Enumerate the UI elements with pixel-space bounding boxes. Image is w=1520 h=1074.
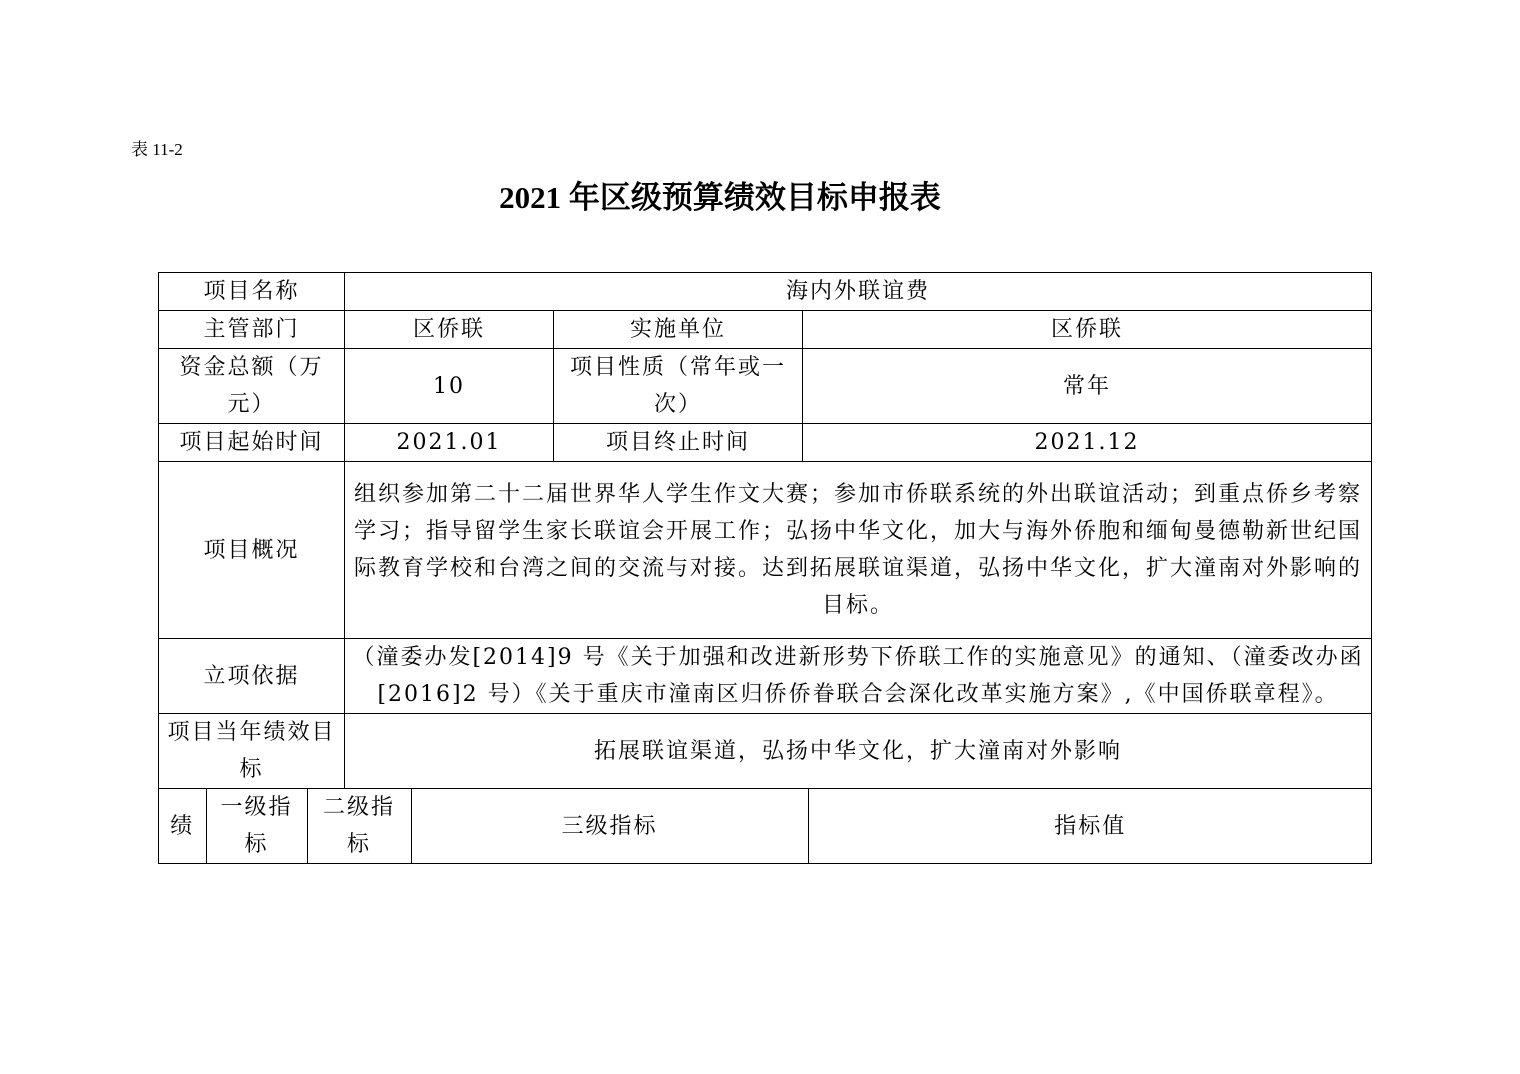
budget-performance-table	[158, 272, 1372, 864]
table-row	[159, 349, 1372, 424]
table-row	[159, 424, 1372, 462]
nature-value: 常年	[803, 349, 1372, 424]
dept-value: 区侨联	[345, 311, 554, 349]
table-row	[159, 714, 1372, 789]
table-row	[159, 311, 1372, 349]
impl-label: 实施单位	[554, 311, 803, 349]
nature-label: 项目性质（常年或一次）	[554, 349, 803, 424]
basis-label: 立项依据	[159, 639, 345, 714]
end-label: 项目终止时间	[554, 424, 803, 462]
indicators-header-table	[159, 789, 1372, 863]
basis-value: （潼委办发[2014]9 号《关于加强和改进新形势下侨联工作的实施意见》的通知、（潼委改办函[2016]2 号）《关于重庆市潼南区归侨侨眷联合会深化改革实施方案》,《中国侨联章程》。	[345, 639, 1372, 714]
indicator-col-value: 指标值	[1054, 813, 1127, 839]
dept-label: 主管部门	[159, 311, 345, 349]
project-name-label: 项目名称	[159, 273, 345, 311]
indicator-col-level3: 三级指标	[411, 789, 808, 863]
overview-label: 项目概况	[159, 462, 345, 639]
project-name-value: 海内外联谊费	[345, 273, 1372, 311]
start-value: 2021.01	[345, 424, 554, 462]
goal-label: 项目当年绩效目标	[159, 714, 345, 789]
table-number: 表 11-2	[131, 140, 183, 159]
goal-value: 拓展联谊渠道，弘扬中华文化，扩大潼南对外影响	[345, 714, 1372, 789]
end-value: 2021.12	[803, 424, 1372, 462]
fund-value: 10	[345, 349, 554, 424]
indicators-header	[159, 789, 1372, 864]
fund-label: 资金总额（万元）	[159, 349, 345, 424]
impl-value: 区侨联	[803, 311, 1372, 349]
table-row	[159, 273, 1372, 311]
overview-value: 组织参加第二十二届世界华人学生作文大赛；参加市侨联系统的外出联谊活动；到重点侨乡考察学习；指导留学生家长联谊会开展工作；弘扬中华文化，加大与海外侨胞和缅甸曼德勒新世纪国际教育学校和台湾之间的交流与对接。达到拓展联谊渠道，弘扬中华文化，扩大潼南对外影响的目标。	[345, 462, 1372, 639]
table-row	[159, 639, 1372, 714]
page-title: 2021 年区级预算绩效目标申报表	[499, 180, 941, 215]
table-row	[159, 462, 1372, 639]
table-row	[159, 789, 1372, 864]
indicator-col-level2: 二级指标	[307, 789, 411, 863]
indicator-col-level1: 一级指标	[206, 789, 307, 863]
indicator-col-perf: 绩	[159, 789, 206, 863]
start-label: 项目起始时间	[159, 424, 345, 462]
